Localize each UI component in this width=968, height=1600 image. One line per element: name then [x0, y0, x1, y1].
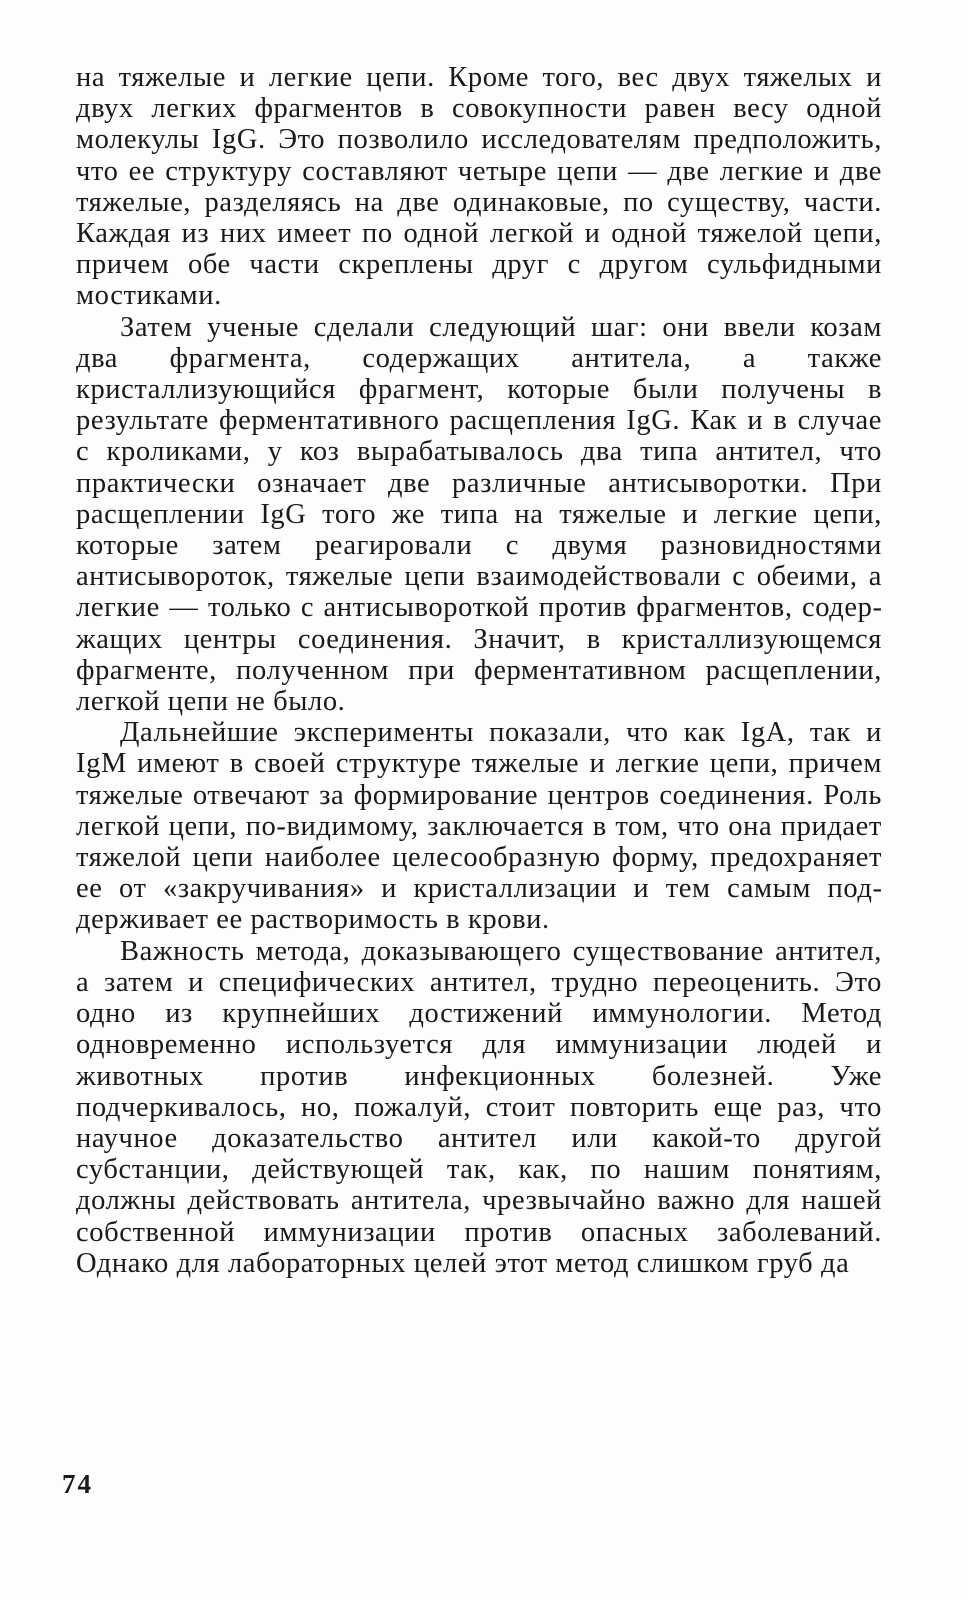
paragraph-iga-igm: Дальнейшие эксперименты показали, что как IgA, так и IgM имеют в своей структуре тяжелые и легкие цепи, причем тяжелые отвечают за формирование центров соединения. Роль легкой цепи, по-видимому, заключается в том, что она придает тяжелой цепи наиболее целесообразную форму, предохраняет ее от «закручивания» и кристаллизации и тем самым поддерживает ее растворимость в крови. [76, 717, 882, 936]
paragraph-continuation: на тяжелые и легкие цепи. Кроме того, вес двух тяжелых и двух легких фрагментов в совокупности равен весу одной молекулы IgG. Это позволило исследователям предположить, что ее структуру составляют четыре цепи — две легкие и две тяжелые, разделяясь на две одинаковые, по существу, части. Каждая из них имеет по одной легкой и одной тяжелой цепи, причем обе части скреплены друг с другом сульфидными мостиками. [76, 62, 882, 312]
paragraph-method-importance: Важность метода, доказывающего существование антител, а затем и специфических антител, трудно переоценить. Это одно из крупнейших достижений иммунологии. Метод одновременно используется для иммунизации людей и животных против инфекционных болезней. Уже подчеркивалось, но, пожалуй, стоит повторить еще раз, что научное доказательство антител или какой-то другой субстанции, действующей так, как, по нашим понятиям, должны действовать антитела, чрезвычайно важно для нашей собственной иммунизации против опасных заболеваний. Однако для лабораторных целей этот метод слишком груб да [76, 935, 882, 1279]
paragraph-goat-experiment: Затем ученые сделали следующий шаг: они ввели козам два фрагмента, содержащих антитела, а также кристаллизующийся фрагмент, которые были получены в результате ферментативного расщепления IgG. Как и в случае с кроликами, у коз вырабатывалось два типа антител, что практически означает две различные антисыворотки. При расщеплении IgG того же типа на тяжелые и легкие цепи, которые затем реагировали с двумя разновидностями антисывороток, тяжелые цепи взаимодействовали с обеими, а легкие — только с антисывороткой против фрагментов, содержащих центры соединения. Значит, в кристаллизующемся фрагменте, полученном при ферментативном расщеплении, легкой цепи не было. [76, 311, 882, 718]
page-number: 74 [62, 1469, 93, 1499]
body-text [76, 62, 882, 1279]
